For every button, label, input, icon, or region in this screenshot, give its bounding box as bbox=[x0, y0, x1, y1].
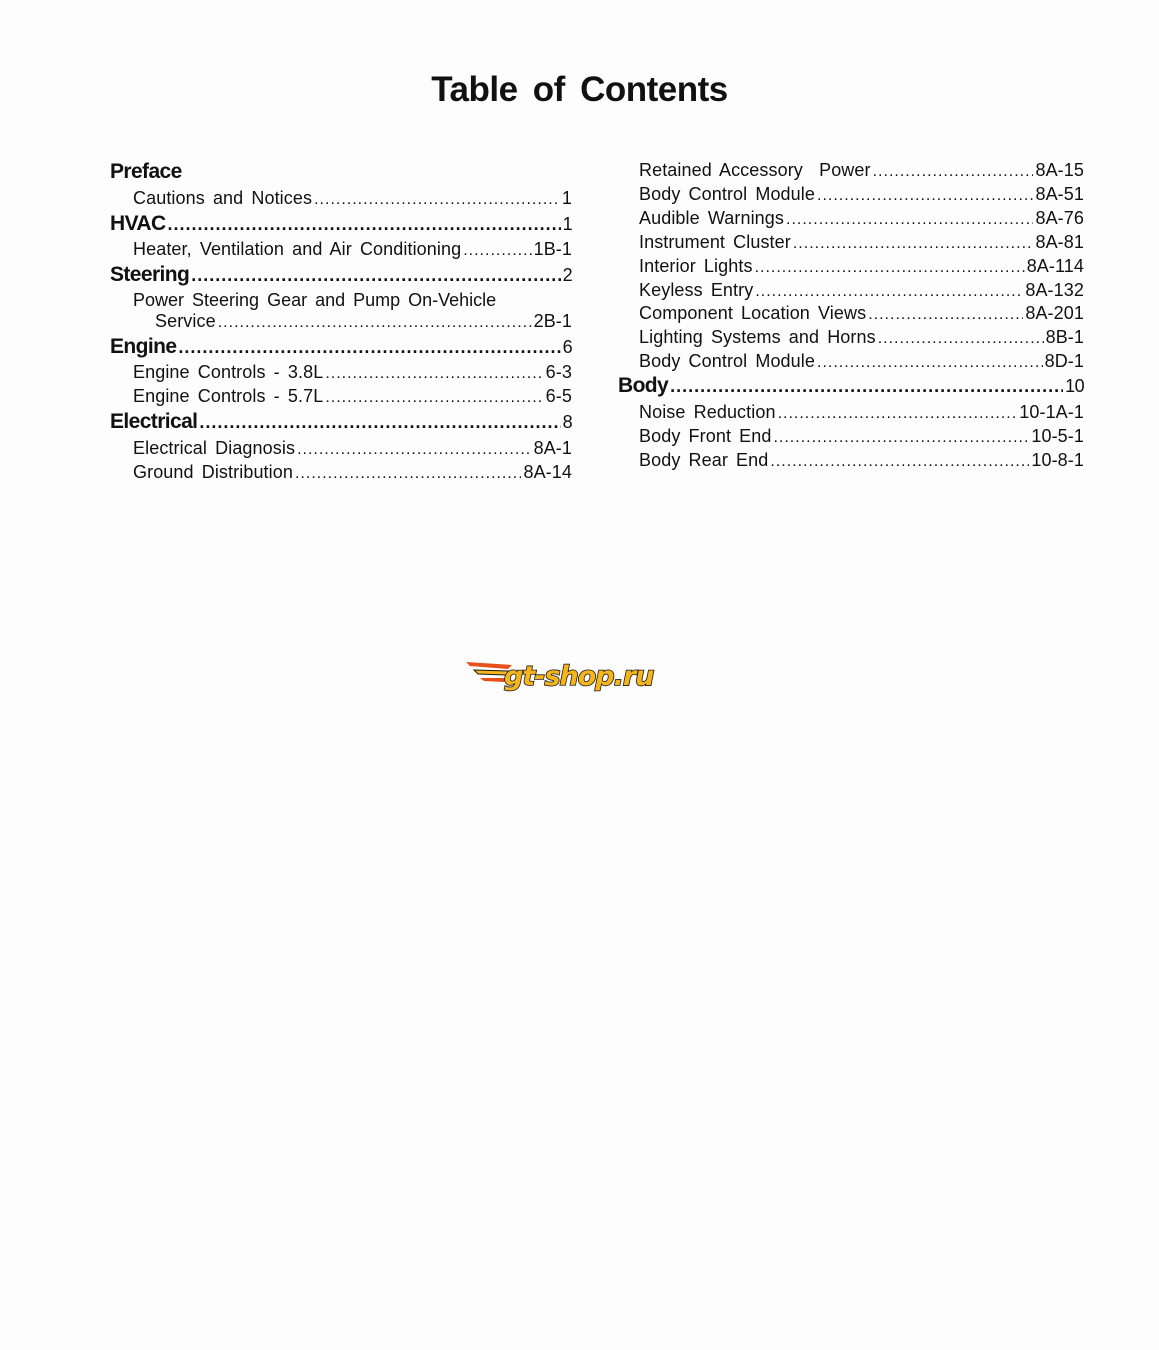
toc-entry-label: Engine Controls - 5.7L bbox=[133, 386, 324, 406]
toc-entry-page: 10-8-1 bbox=[1031, 450, 1084, 470]
toc-entry-page: 8A-1 bbox=[533, 438, 572, 458]
page-title: Table of Contents bbox=[431, 70, 728, 109]
dot-leader bbox=[778, 405, 1018, 423]
toc-entry-engine-57[interactable] bbox=[133, 386, 572, 407]
dot-leader bbox=[199, 412, 560, 433]
toc-entry-label: Component Location Views bbox=[639, 303, 867, 323]
toc-section-electrical[interactable] bbox=[110, 410, 572, 434]
toc-entry-label: Cautions and Notices bbox=[133, 188, 313, 208]
toc-entry-label: Instrument Cluster bbox=[639, 232, 791, 252]
toc-section-label: Engine bbox=[110, 335, 177, 358]
toc-entry-page: 8A-201 bbox=[1025, 303, 1084, 323]
toc-section-body[interactable] bbox=[618, 374, 1084, 398]
toc-section-preface[interactable] bbox=[110, 160, 182, 184]
toc-entry-page: 8A-132 bbox=[1025, 280, 1084, 300]
toc-entry-label: Heater, Ventilation and Air Conditioning bbox=[133, 239, 462, 259]
toc-section-page: 1 bbox=[562, 214, 572, 234]
toc-entry-label: Noise Reduction bbox=[639, 402, 776, 422]
toc-section-page: 8 bbox=[562, 412, 572, 432]
toc-entry-label: Body Control Module bbox=[639, 184, 815, 204]
toc-entry-page: 8A-76 bbox=[1035, 208, 1084, 228]
toc-section-page: 10 bbox=[1065, 376, 1084, 396]
toc-entry-component-location-views[interactable] bbox=[639, 303, 1084, 324]
gt-shop-logo[interactable] bbox=[464, 656, 692, 694]
toc-entry-label: Retained Accessory Power bbox=[639, 160, 871, 180]
toc-section-label: Steering bbox=[110, 263, 190, 286]
toc-entry-retained-accessory-power[interactable] bbox=[639, 160, 1084, 181]
dot-leader bbox=[218, 314, 532, 332]
toc-entry-label: Interior Lights bbox=[639, 256, 753, 276]
toc-section-engine[interactable] bbox=[110, 335, 572, 359]
toc-entry-page: 8A-14 bbox=[523, 462, 572, 482]
toc-entry-page: 1 bbox=[561, 188, 572, 208]
toc-entry-page: 8A-114 bbox=[1026, 256, 1084, 276]
toc-entry-ground-distribution[interactable] bbox=[133, 462, 572, 483]
toc-entry-label: Body Front End bbox=[639, 426, 772, 446]
toc-entry-body-front-end[interactable] bbox=[639, 426, 1084, 447]
toc-entry-page: 8A-51 bbox=[1035, 184, 1084, 204]
toc-entry-body-rear-end[interactable] bbox=[639, 450, 1084, 471]
toc-section-label: Body bbox=[618, 374, 669, 397]
toc-entry-page: 8D-1 bbox=[1044, 351, 1084, 371]
dot-leader bbox=[178, 337, 560, 358]
toc-entry-page: 6-3 bbox=[545, 362, 572, 382]
dot-leader bbox=[793, 235, 1034, 253]
toc-entry-keyless-entry[interactable] bbox=[639, 280, 1084, 301]
dot-leader bbox=[314, 191, 560, 209]
toc-entry-label: Audible Warnings bbox=[639, 208, 785, 228]
toc-entry-noise-reduction[interactable] bbox=[639, 402, 1084, 423]
toc-entry-heater[interactable] bbox=[133, 239, 572, 260]
toc-entry-cautions[interactable] bbox=[133, 188, 572, 209]
dot-leader bbox=[873, 163, 1034, 181]
toc-entry-label: Engine Controls - 3.8L bbox=[133, 362, 324, 382]
toc-entry-page: 8A-15 bbox=[1035, 160, 1084, 180]
dot-leader bbox=[191, 265, 560, 286]
dot-leader bbox=[755, 283, 1023, 301]
dot-leader bbox=[868, 306, 1023, 324]
dot-leader bbox=[786, 211, 1033, 229]
toc-entry-page: 8B-1 bbox=[1045, 327, 1084, 347]
toc-entry-electrical-diagnosis[interactable] bbox=[133, 438, 572, 459]
dot-leader bbox=[325, 365, 543, 383]
toc-entry-label: Service bbox=[155, 311, 216, 331]
toc-entry-engine-38[interactable] bbox=[133, 362, 572, 383]
toc-section-page: 2 bbox=[562, 265, 572, 285]
dot-leader bbox=[168, 214, 561, 235]
dot-leader bbox=[463, 242, 531, 260]
toc-entry-page: 6-5 bbox=[545, 386, 572, 406]
toc-entry-body-control-module-2[interactable] bbox=[639, 351, 1084, 372]
toc-entry-power-steering[interactable] bbox=[155, 311, 572, 332]
toc-entry-page: 10-5-1 bbox=[1031, 426, 1084, 446]
toc-entry-label: Electrical Diagnosis bbox=[133, 438, 296, 458]
toc-entry-power-steering-line1[interactable]: Power Steering Gear and Pump On-Vehicle bbox=[133, 290, 497, 310]
toc-entry-label: Ground Distribution bbox=[133, 462, 293, 482]
toc-entry-page: 2B-1 bbox=[533, 311, 572, 331]
toc-entry-page: 10-1A-1 bbox=[1019, 402, 1084, 422]
toc-entry-label: Keyless Entry bbox=[639, 280, 754, 300]
toc-section-label: Electrical bbox=[110, 410, 198, 433]
toc-section-hvac[interactable] bbox=[110, 212, 572, 236]
dot-leader bbox=[295, 465, 521, 483]
toc-entry-page: 1B-1 bbox=[533, 239, 572, 259]
dot-leader bbox=[325, 389, 543, 407]
dot-leader bbox=[297, 441, 532, 459]
toc-entry-label: Lighting Systems and Horns bbox=[639, 327, 876, 347]
dot-leader bbox=[670, 376, 1063, 397]
dot-leader bbox=[770, 453, 1029, 471]
toc-entry-page: 8A-81 bbox=[1035, 232, 1084, 252]
toc-entry-lighting-systems[interactable] bbox=[639, 327, 1084, 348]
toc-entry-audible-warnings[interactable] bbox=[639, 208, 1084, 229]
toc-section-steering[interactable] bbox=[110, 263, 572, 287]
dot-leader bbox=[878, 330, 1044, 348]
toc-section-label: HVAC bbox=[110, 212, 166, 235]
dot-leader bbox=[755, 259, 1025, 277]
dot-leader bbox=[817, 187, 1033, 205]
toc-entry-label: Body Control Module bbox=[639, 351, 815, 371]
toc-section-label: Preface bbox=[110, 160, 182, 183]
dot-leader bbox=[817, 354, 1043, 372]
logo-wordmark: gt-shop.ru bbox=[504, 661, 654, 692]
toc-entry-label: Body Rear End bbox=[639, 450, 769, 470]
toc-entry-body-control-module[interactable] bbox=[639, 184, 1084, 205]
toc-section-page: 6 bbox=[562, 337, 572, 357]
toc-entry-instrument-cluster[interactable] bbox=[639, 232, 1084, 253]
toc-entry-interior-lights[interactable] bbox=[639, 256, 1084, 277]
dot-leader bbox=[773, 429, 1029, 447]
